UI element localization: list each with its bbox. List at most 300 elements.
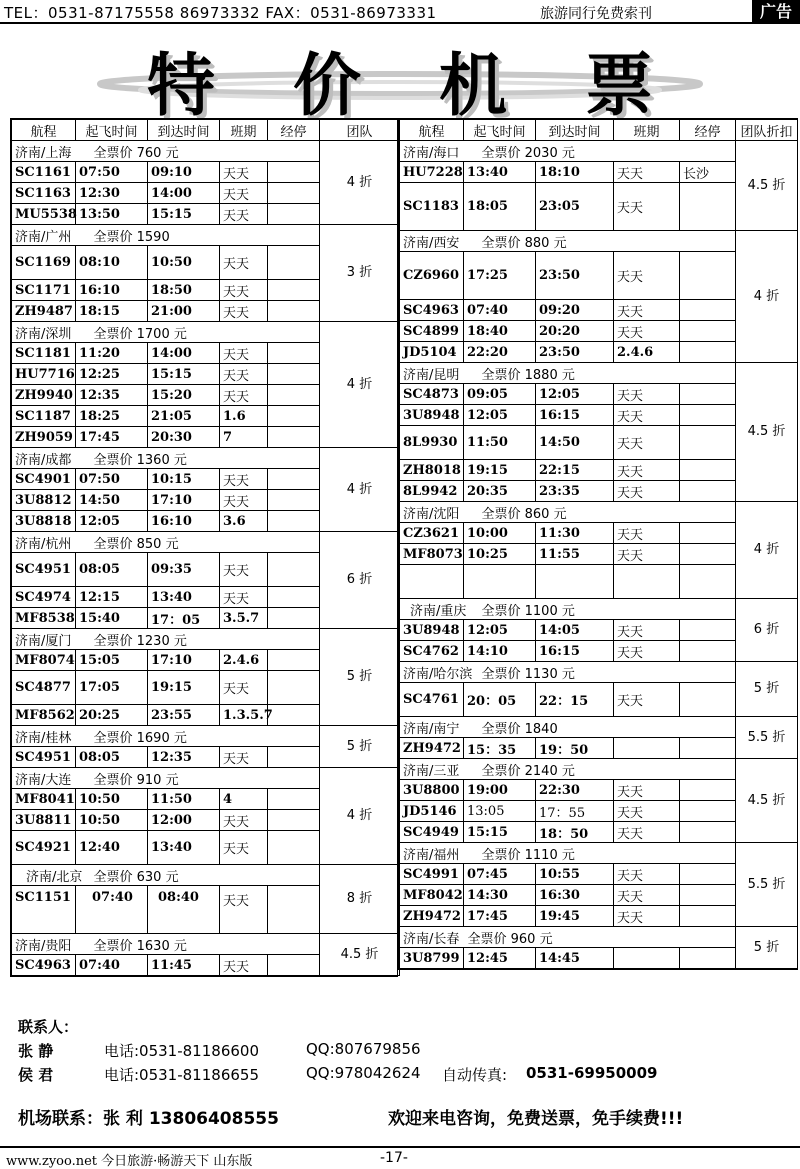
depart-time: 07:50 (76, 469, 148, 490)
arrive-time: 12:00 (148, 810, 220, 831)
route-name: 济南/广州 (12, 225, 76, 246)
route-discount: 4 折 (320, 322, 400, 448)
contacts-heading: 联系人： (18, 1018, 79, 1036)
flight-no: SC1161 (12, 162, 76, 183)
schedule: 天天 (614, 481, 680, 502)
route-row (12, 448, 400, 469)
depart-time: 11:50 (464, 426, 536, 460)
flight-no: SC4951 (12, 747, 76, 768)
route-row (400, 662, 798, 683)
depart-time: 13:05 (464, 801, 536, 822)
depart-time: 12:15 (76, 587, 148, 608)
title-char: 票 (585, 46, 654, 126)
depart-time: 19:00 (464, 780, 536, 801)
stopover (268, 608, 320, 629)
flight-no: ZH8018 (400, 460, 464, 481)
arrive-time: 13:40 (148, 831, 220, 865)
schedule: 天天 (614, 300, 680, 321)
header-slogan: 旅游同行免费索刊 (540, 6, 652, 22)
flight-no: ZH9472 (400, 738, 464, 759)
header-bar (0, 0, 800, 24)
route-discount: 5.5 折 (736, 843, 798, 927)
depart-time: 12:40 (76, 831, 148, 865)
depart-time: 17:05 (76, 671, 148, 705)
schedule: 天天 (220, 385, 268, 406)
stopover (680, 683, 736, 717)
contact-name: 张 静 (18, 1042, 54, 1060)
table-header (400, 120, 798, 141)
schedule: 天天 (220, 587, 268, 608)
arrive-time: 13:40 (148, 587, 220, 608)
stopover (268, 553, 320, 587)
arrive-time: 14:00 (148, 343, 220, 364)
stopover (680, 544, 736, 565)
arrive-time: 15:20 (148, 385, 220, 406)
stopover (268, 406, 320, 427)
stopover (268, 490, 320, 511)
flight-no: SC4951 (12, 553, 76, 587)
route-price: 全票价 1590 (76, 225, 320, 246)
route-name: 济南/哈尔滨 (400, 662, 464, 683)
schedule: 天天 (220, 469, 268, 490)
stopover (680, 822, 736, 843)
route-price: 全票价 1360 元 (76, 448, 320, 469)
arrive-time: 11:45 (148, 955, 220, 976)
depart-time: 12:05 (76, 511, 148, 532)
flight-no: 3U8812 (12, 490, 76, 511)
route-name: 济南/昆明 (400, 363, 464, 384)
depart-time: 19:15 (464, 460, 536, 481)
schedule: 2.4.6 (614, 342, 680, 363)
route-row (400, 759, 798, 780)
flight-no: SC4877 (12, 671, 76, 705)
depart-time: 20：05 (464, 683, 536, 717)
route-row (400, 717, 798, 738)
arrive-time: 23:35 (536, 481, 614, 502)
depart-time: 12:45 (464, 948, 536, 969)
arrive-time: 23:55 (148, 705, 220, 726)
route-discount: 4.5 折 (736, 759, 798, 843)
flight-no: MF8562 (12, 705, 76, 726)
depart-time: 14:10 (464, 641, 536, 662)
route-price: 全票价 1630 元 (76, 934, 320, 955)
route-name: 济南/成都 (12, 448, 76, 469)
stopover (268, 810, 320, 831)
flight-no: HU7228 (400, 162, 464, 183)
route-row (400, 231, 798, 252)
depart-time: 18:25 (76, 406, 148, 427)
flight-no: MF8538 (12, 608, 76, 629)
stopover (680, 864, 736, 885)
route-name: 济南/南宁 (400, 717, 464, 738)
schedule (614, 738, 680, 759)
flight-no: SC4762 (400, 641, 464, 662)
schedule: 天天 (614, 460, 680, 481)
arrive-time: 09:10 (148, 162, 220, 183)
schedule: 天天 (220, 553, 268, 587)
contact-phone: 电话:0531-81186655 (104, 1066, 259, 1084)
schedule: 3.5.7 (220, 608, 268, 629)
route-price: 全票价 1880 元 (464, 363, 736, 384)
arrive-time: 18:50 (148, 280, 220, 301)
route-row (400, 141, 798, 162)
route-name: 济南/长春 (400, 927, 464, 948)
title-char: 机 (439, 46, 508, 126)
stopover (268, 886, 320, 934)
col-header: 航程 (12, 120, 76, 141)
arrive-time: 16:15 (536, 641, 614, 662)
flight-no: SC4974 (12, 587, 76, 608)
schedule: 天天 (614, 252, 680, 300)
arrive-time: 17:10 (148, 650, 220, 671)
depart-time: 12:35 (76, 385, 148, 406)
depart-time: 14:50 (76, 490, 148, 511)
schedule: 天天 (614, 426, 680, 460)
arrive-time: 16:10 (148, 511, 220, 532)
route-row (12, 629, 400, 650)
arrive-time: 17：55 (536, 801, 614, 822)
route-name: 济南/西安 (400, 231, 464, 252)
depart-time: 08:05 (76, 747, 148, 768)
schedule: 天天 (614, 822, 680, 843)
route-discount: 4 折 (736, 231, 798, 363)
arrive-time: 12:05 (536, 384, 614, 405)
stopover (680, 426, 736, 460)
route-row (12, 532, 400, 553)
flight-no: 3U8948 (400, 620, 464, 641)
depart-time: 17:25 (464, 252, 536, 300)
depart-time: 20:35 (464, 481, 536, 502)
stopover (268, 511, 320, 532)
arrive-time: 20:30 (148, 427, 220, 448)
arrive-time: 15:15 (148, 364, 220, 385)
route-discount: 3 折 (320, 225, 400, 322)
flight-no: ZH9472 (400, 906, 464, 927)
arrive-time: 09:35 (148, 553, 220, 587)
arrive-time: 21:05 (148, 406, 220, 427)
route-price: 全票价 860 元 (464, 502, 736, 523)
arrive-time: 19:15 (148, 671, 220, 705)
depart-time: 10:00 (464, 523, 536, 544)
depart-time: 10:25 (464, 544, 536, 565)
arrive-time: 11:50 (148, 789, 220, 810)
arrive-time: 18：50 (536, 822, 614, 843)
arrive-time: 11:55 (536, 544, 614, 565)
route-row (12, 726, 400, 747)
arrive-time: 21:00 (148, 301, 220, 322)
arrive-time: 15:15 (148, 204, 220, 225)
route-price: 全票价 2140 元 (464, 759, 736, 780)
schedule: 天天 (614, 683, 680, 717)
route-discount: 5 折 (320, 629, 400, 726)
flight-no: ZH9940 (12, 385, 76, 406)
depart-time: 15:05 (76, 650, 148, 671)
schedule: 天天 (614, 780, 680, 801)
route-row (400, 363, 798, 384)
col-header: 经停 (680, 120, 736, 141)
route-price: 全票价 1130 元 (464, 662, 736, 683)
arrive-time: 22:15 (536, 460, 614, 481)
stopover (268, 343, 320, 364)
arrive-time: 17：05 (148, 608, 220, 629)
stopover (680, 738, 736, 759)
schedule: 天天 (220, 364, 268, 385)
stopover (680, 481, 736, 502)
route-name: 济南/桂林 (12, 726, 76, 747)
route-discount: 8 折 (320, 865, 400, 934)
route-discount: 4 折 (736, 502, 798, 599)
stopover (680, 780, 736, 801)
flight-no: SC1151 (12, 886, 76, 934)
stopover (268, 789, 320, 810)
route-name: 济南/厦门 (12, 629, 76, 650)
schedule: 7 (220, 427, 268, 448)
title-banner (0, 24, 800, 126)
stopover: 长沙 (680, 162, 736, 183)
schedule: 天天 (614, 641, 680, 662)
arrive-time: 23:50 (536, 342, 614, 363)
arrive-time: 23:05 (536, 183, 614, 231)
depart-time: 12:25 (76, 364, 148, 385)
schedule: 天天 (220, 886, 268, 934)
flight-no: HU7716 (12, 364, 76, 385)
flight-no: SC4921 (12, 831, 76, 865)
route-discount: 5.5 折 (736, 717, 798, 759)
depart-time: 20:25 (76, 705, 148, 726)
arrive-time: 19:45 (536, 906, 614, 927)
depart-time: 17:45 (464, 906, 536, 927)
arrive-time: 10:15 (148, 469, 220, 490)
depart-time: 07:45 (464, 864, 536, 885)
contact-phone: 电话:0531-81186600 (104, 1042, 259, 1060)
stopover (680, 342, 736, 363)
depart-time: 17:45 (76, 427, 148, 448)
depart-time: 12:30 (76, 183, 148, 204)
flight-no: 3U8800 (400, 780, 464, 801)
route-discount: 5 折 (736, 927, 798, 969)
schedule: 天天 (614, 183, 680, 231)
schedule: 天天 (220, 747, 268, 768)
flight-no: ZH9487 (12, 301, 76, 322)
route-price: 全票价 630 元 (76, 865, 320, 886)
arrive-time: 14:50 (536, 426, 614, 460)
flight-no: ZH9059 (12, 427, 76, 448)
stopover (680, 948, 736, 969)
title-char: 特 (146, 46, 215, 126)
route-row (12, 865, 400, 886)
route-name: 济南/重庆 (400, 599, 464, 620)
page-number: -17- (380, 1150, 408, 1166)
schedule: 1.3.5.7 (220, 705, 268, 726)
route-price: 全票价 880 元 (464, 231, 736, 252)
schedule: 天天 (220, 246, 268, 280)
depart-time: 18:05 (464, 183, 536, 231)
contact-name: 侯 君 (18, 1066, 54, 1084)
route-price: 全票价 910 元 (76, 768, 320, 789)
arrive-time: 20:20 (536, 321, 614, 342)
col-header: 班期 (614, 120, 680, 141)
schedule: 3.6 (220, 511, 268, 532)
schedule: 天天 (614, 523, 680, 544)
depart-time: 10:50 (76, 810, 148, 831)
left-fare-table (10, 118, 398, 977)
schedule: 天天 (614, 620, 680, 641)
depart-time: 13:40 (464, 162, 536, 183)
stopover (268, 671, 320, 705)
schedule: 天天 (220, 162, 268, 183)
stopover (268, 364, 320, 385)
flight-no: 3U8948 (400, 405, 464, 426)
route-row (12, 141, 400, 162)
depart-time: 15:40 (76, 608, 148, 629)
route-price: 全票价 1230 元 (76, 629, 320, 650)
route-row (400, 843, 798, 864)
arrive-time: 23:50 (536, 252, 614, 300)
arrive-time: 12:35 (148, 747, 220, 768)
schedule: 天天 (220, 671, 268, 705)
route-row (12, 768, 400, 789)
route-name: 济南/深圳 (12, 322, 76, 343)
ad-badge: 广告 (752, 0, 800, 24)
flight-no: 8L9942 (400, 481, 464, 502)
route-discount: 5 折 (736, 662, 798, 717)
route-name: 济南/上海 (12, 141, 76, 162)
route-row (12, 322, 400, 343)
fax-number: 0531-69950009 (526, 1064, 658, 1082)
arrive-time: 22:30 (536, 780, 614, 801)
flight-no: SC1163 (12, 183, 76, 204)
flight-no: SC4901 (12, 469, 76, 490)
depart-time: 12:05 (464, 405, 536, 426)
depart-time: 22:20 (464, 342, 536, 363)
col-header: 到达时间 (148, 120, 220, 141)
arrive-time: 22：15 (536, 683, 614, 717)
route-name: 济南/三亚 (400, 759, 464, 780)
stopover (680, 906, 736, 927)
header-contact: TEL：0531-87175558 86973332 FAX：0531-86973331 (4, 4, 437, 22)
flight-no: CZ6960 (400, 252, 464, 300)
depart-time: 12:05 (464, 620, 536, 641)
title-char: 价 (292, 46, 361, 126)
route-discount: 4 折 (320, 768, 400, 865)
arrive-time: 16:15 (536, 405, 614, 426)
flight-no: SC4991 (400, 864, 464, 885)
schedule: 天天 (614, 544, 680, 565)
depart-time: 18:40 (464, 321, 536, 342)
flight-no: SC1187 (12, 406, 76, 427)
flight-no: SC4761 (400, 683, 464, 717)
depart-time: 11:20 (76, 343, 148, 364)
stopover (268, 246, 320, 280)
page-footer (0, 1146, 800, 1167)
schedule: 天天 (614, 384, 680, 405)
flight-no: SC4949 (400, 822, 464, 843)
route-price: 全票价 760 元 (76, 141, 320, 162)
stopover (680, 300, 736, 321)
flight-no: MF8073 (400, 544, 464, 565)
arrive-time: 10:55 (536, 864, 614, 885)
schedule: 天天 (220, 810, 268, 831)
stopover (268, 469, 320, 490)
schedule: 天天 (614, 321, 680, 342)
stopover (680, 641, 736, 662)
depart-time: 15：35 (464, 738, 536, 759)
schedule: 天天 (220, 183, 268, 204)
schedule: 天天 (220, 955, 268, 976)
route-discount: 4.5 折 (320, 934, 400, 976)
stopover (680, 885, 736, 906)
right-fare-table (398, 118, 798, 970)
route-name: 济南/杭州 (12, 532, 76, 553)
stopover (680, 620, 736, 641)
route-discount: 4.5 折 (736, 363, 798, 502)
airport-contact: 机场联系：张 利 13806408555 (18, 1109, 279, 1129)
flight-no: 3U8799 (400, 948, 464, 969)
stopover (268, 385, 320, 406)
col-header: 班期 (220, 120, 268, 141)
schedule: 天天 (614, 864, 680, 885)
stopover (268, 204, 320, 225)
schedule: 天天 (220, 343, 268, 364)
stopover (680, 405, 736, 426)
stopover (680, 384, 736, 405)
route-name: 济南/大连 (12, 768, 76, 789)
flight-no: 3U8811 (12, 810, 76, 831)
depart-time: 07:40 (76, 955, 148, 976)
flight-no: SC1183 (400, 183, 464, 231)
depart-time: 08:10 (76, 246, 148, 280)
route-price: 全票价 1690 元 (76, 726, 320, 747)
fax-label: 自动传真: (442, 1066, 508, 1084)
stopover (680, 321, 736, 342)
stopover (268, 831, 320, 865)
route-name: 济南/沈阳 (400, 502, 464, 523)
arrive-time: 14:45 (536, 948, 614, 969)
schedule: 天天 (220, 490, 268, 511)
route-name: 济南/贵阳 (12, 934, 76, 955)
route-name: 济南/北京 (12, 865, 76, 886)
flight-no: 8L9930 (400, 426, 464, 460)
route-discount: 4 折 (320, 141, 400, 225)
schedule: 天天 (614, 405, 680, 426)
schedule: 天天 (614, 162, 680, 183)
stopover (268, 587, 320, 608)
flight-no: SC1181 (12, 343, 76, 364)
depart-time: 13:50 (76, 204, 148, 225)
depart-time: 09:05 (464, 384, 536, 405)
route-price: 全票价 850 元 (76, 532, 320, 553)
schedule: 2.4.6 (220, 650, 268, 671)
call-to-action (18, 1104, 798, 1129)
schedule: 天天 (614, 906, 680, 927)
contact-qq: QQ:807679856 (306, 1040, 421, 1058)
page-title (0, 32, 800, 129)
schedule: 天天 (220, 204, 268, 225)
site-credit: www.zyoo.net 今日旅游·畅游天下 山东版 (6, 1154, 253, 1169)
route-row (400, 927, 798, 948)
route-row (400, 502, 798, 523)
route-row (400, 599, 798, 620)
route-discount: 6 折 (320, 532, 400, 629)
flight-no: CZ3621 (400, 523, 464, 544)
depart-time: 14:30 (464, 885, 536, 906)
schedule: 天天 (614, 885, 680, 906)
flight-no: SC1171 (12, 280, 76, 301)
route-name: 济南/海口 (400, 141, 464, 162)
route-price: 全票价 1110 元 (464, 843, 736, 864)
arrive-time: 19：50 (536, 738, 614, 759)
col-header: 到达时间 (536, 120, 614, 141)
